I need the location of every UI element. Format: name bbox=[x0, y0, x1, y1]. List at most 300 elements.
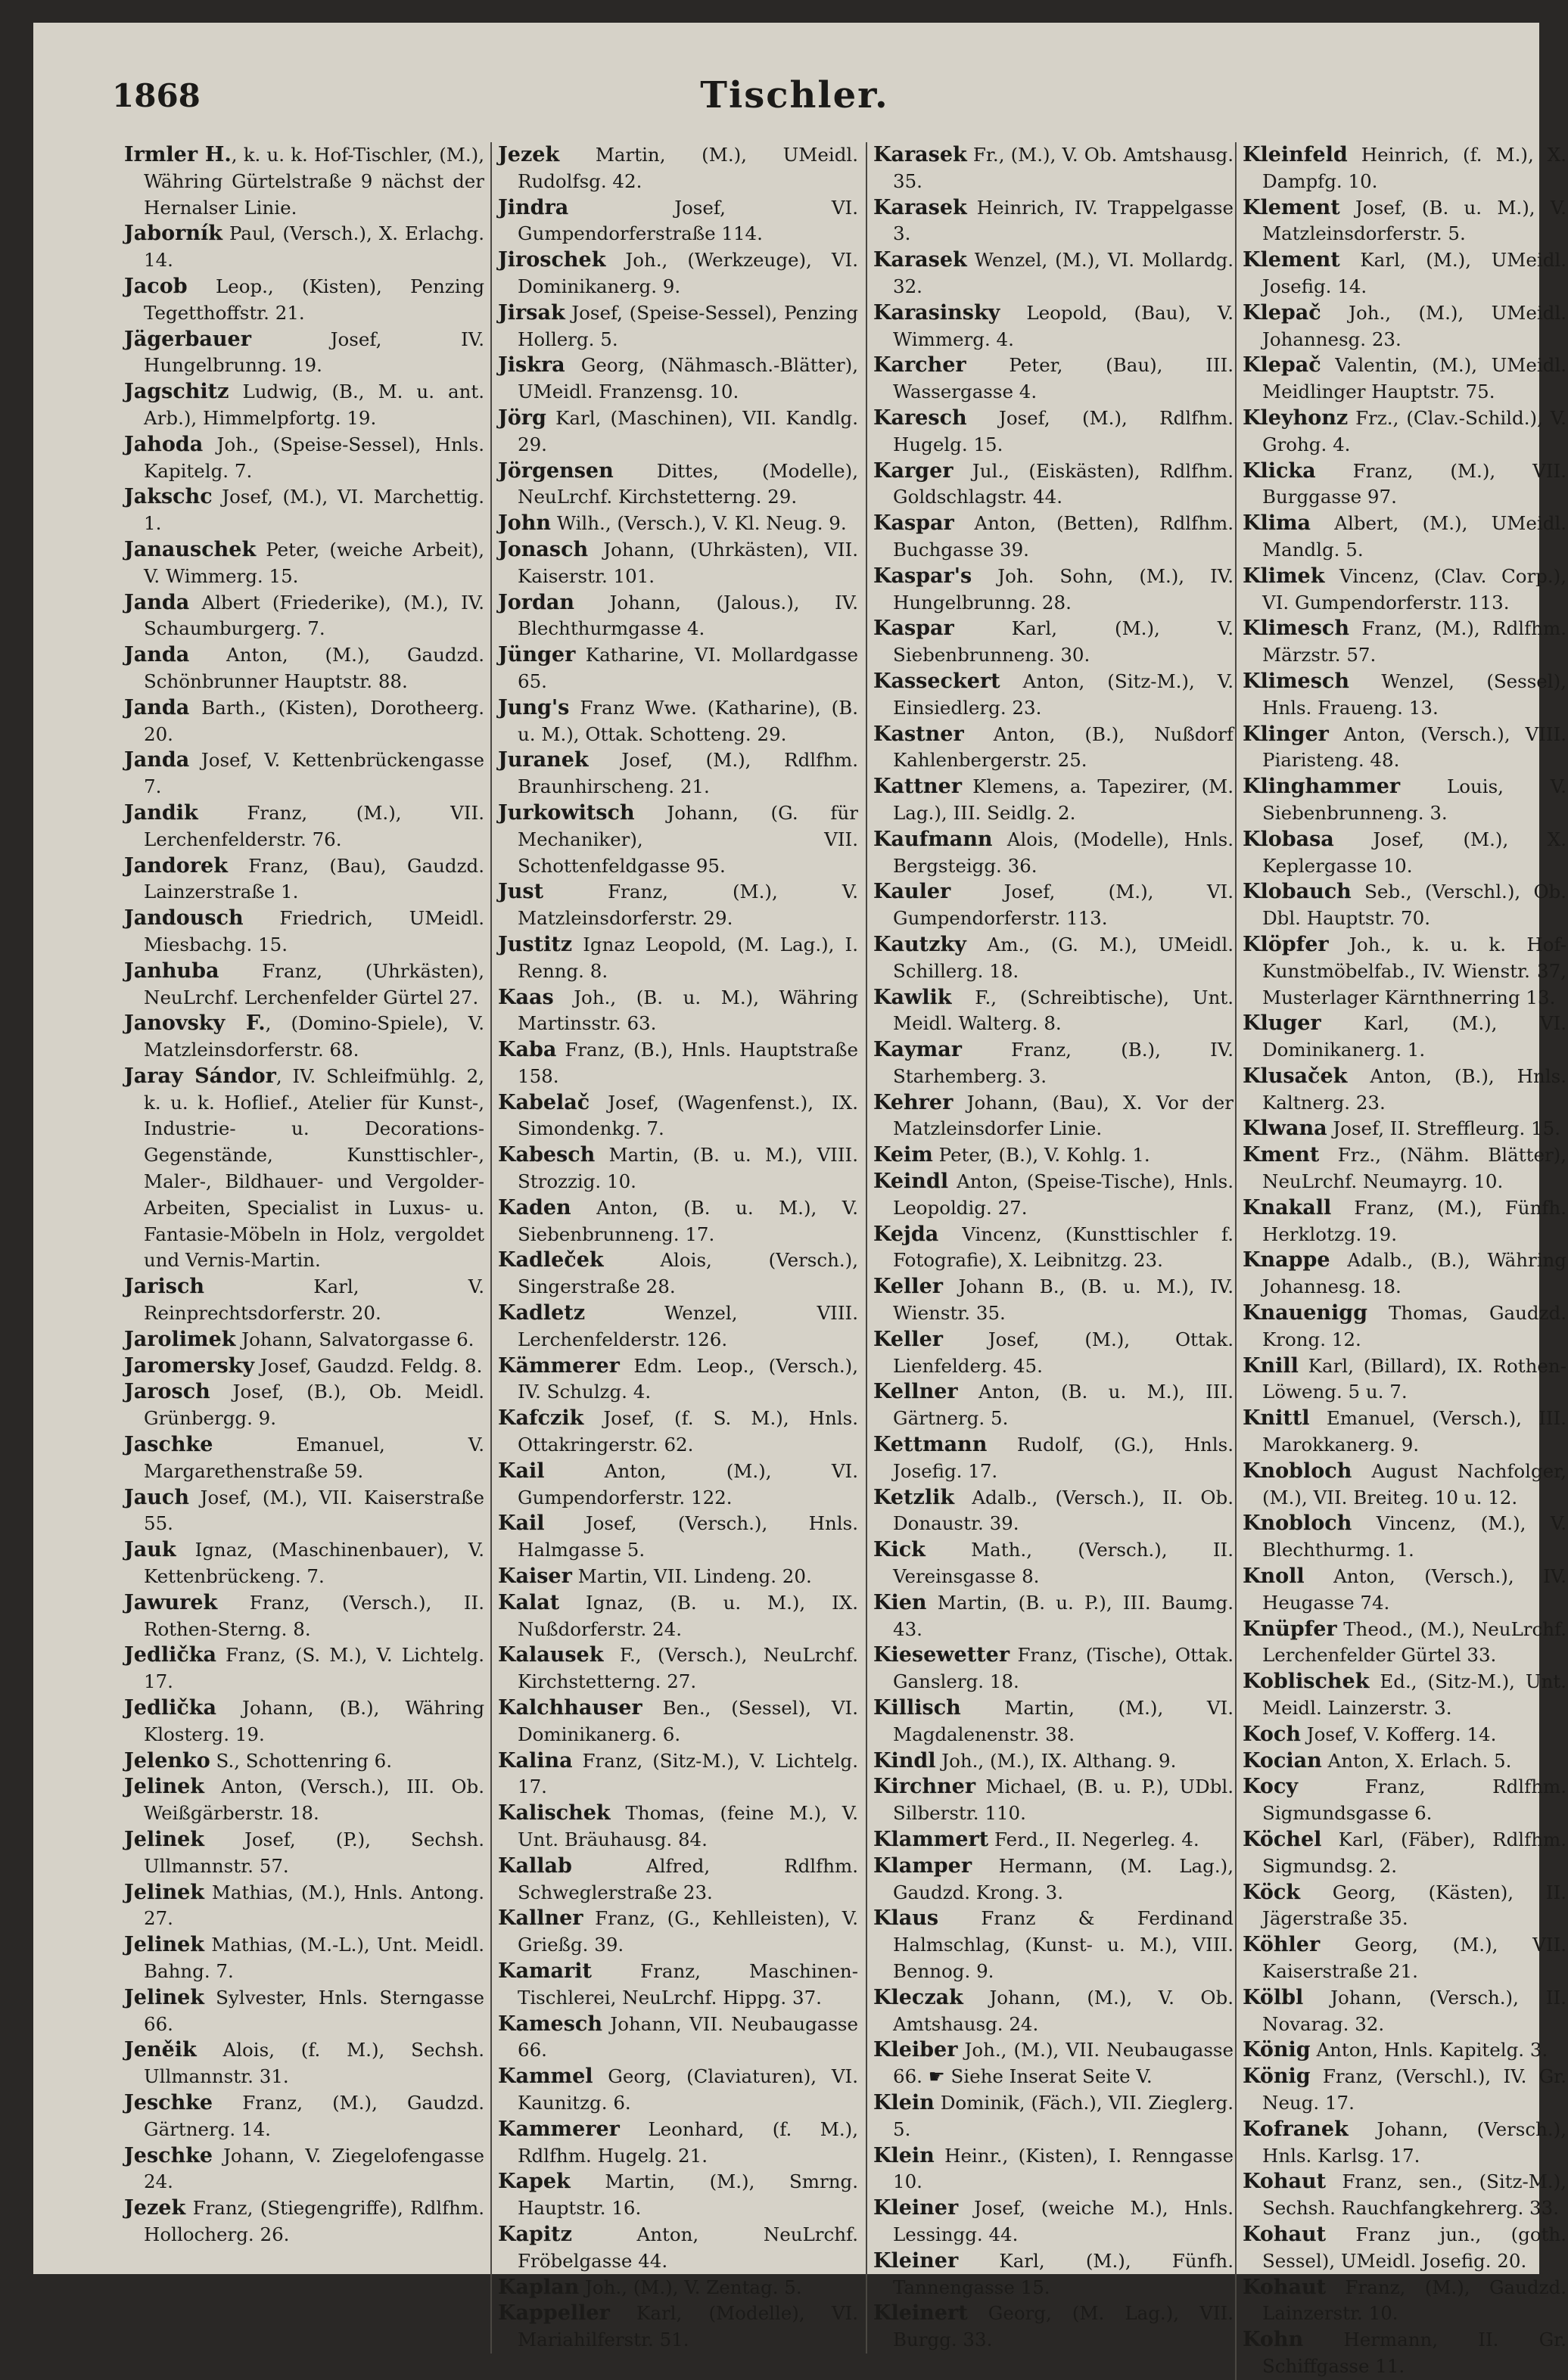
directory-entry bbox=[1243, 616, 1568, 669]
entry-details: Johann, (Versch.), Hnls. Karlsg. 17. bbox=[1262, 2117, 1566, 2167]
directory-entry bbox=[498, 695, 860, 748]
entry-name: Karesch bbox=[873, 405, 967, 430]
directory-entry bbox=[873, 1169, 1235, 1222]
entry-details: Franz, (Uhrkästen), NeuLrchf. Lerchenfelder Gürtel 27. bbox=[144, 959, 484, 1008]
entry-name: Kleiner bbox=[873, 2196, 959, 2220]
entry-name: Jarolimek bbox=[124, 1327, 236, 1351]
entry-name: Kettmann bbox=[873, 1433, 988, 1457]
entry-details: Johann, (G. für Mechaniker), VII. Schottenfeldgasse 95. bbox=[518, 801, 858, 877]
entry-name: Knakall bbox=[1243, 1195, 1332, 1220]
directory-entry bbox=[124, 1327, 486, 1353]
directory-entry bbox=[1243, 458, 1568, 511]
entry-details: Frz., (Nähm. Blätter), NeuLrchf. Neumayrg. 10. bbox=[1262, 1144, 1566, 1193]
entry-name: Klammert bbox=[873, 1828, 989, 1851]
directory-entry bbox=[498, 142, 860, 195]
entry-details: Franz, Rdlfhm. Sigmundsgasse 6. bbox=[1262, 1776, 1566, 1825]
directory-entry bbox=[1243, 2117, 1568, 2170]
entry-details: Hermann, II. Gr. Schiffgasse 11. bbox=[1262, 2329, 1566, 2377]
entry-details: Johann, Salvatorgasse 6. bbox=[235, 1328, 474, 1350]
directory-entry bbox=[873, 932, 1235, 985]
directory-entry bbox=[873, 1853, 1235, 1906]
directory-entry bbox=[873, 1379, 1235, 1432]
directory-entry bbox=[124, 853, 486, 906]
entry-details: Anton, (B.), Hnls. Kaltnerg. 23. bbox=[1262, 1064, 1566, 1114]
entry-name: Jaschke bbox=[124, 1433, 213, 1457]
directory-entry bbox=[498, 1090, 860, 1143]
entry-name: Kapek bbox=[498, 2170, 571, 2194]
directory-entry bbox=[498, 1906, 860, 1959]
directory-entry bbox=[498, 1590, 860, 1643]
directory-entry bbox=[873, 1432, 1235, 1485]
directory-entry bbox=[498, 2064, 860, 2117]
entry-name: Janauschek bbox=[124, 537, 257, 561]
entry-details: Georg, (M. Lag.), VII. Burgg. 33. bbox=[893, 2302, 1234, 2351]
directory-entry bbox=[873, 1642, 1235, 1695]
directory-entry bbox=[498, 247, 860, 300]
entry-name: Kleczak bbox=[873, 1985, 963, 2009]
directory-entry bbox=[873, 2037, 1235, 2090]
entry-name: Köhler bbox=[1243, 1933, 1321, 1957]
entry-name: Jiroschek bbox=[498, 248, 606, 272]
entry-name: Jindra bbox=[498, 195, 569, 219]
directory-entry bbox=[1243, 511, 1568, 564]
directory-entry bbox=[873, 353, 1235, 405]
entry-name: Kaas bbox=[498, 985, 554, 1009]
entry-name: Jagschitz bbox=[124, 380, 229, 404]
directory-entry bbox=[1243, 1142, 1568, 1195]
entry-name: Killisch bbox=[873, 1696, 961, 1720]
entry-name: Jurkowitsch bbox=[498, 800, 635, 825]
directory-entry bbox=[124, 327, 486, 380]
entry-details: Karl, (Maschinen), VII. Kandlg. 29. bbox=[518, 406, 858, 455]
entry-details: Paul, (Versch.), X. Erlachg. 14. bbox=[144, 222, 484, 272]
entry-details: Alois, (f. M.), Sechsh. Ullmannstr. 31. bbox=[144, 2039, 484, 2088]
entry-name: Kleyhonz bbox=[1243, 405, 1349, 430]
directory-entry bbox=[498, 1695, 860, 1748]
directory-entry bbox=[873, 1906, 1235, 1984]
entry-name: Kohn bbox=[1243, 2328, 1304, 2352]
directory-entry bbox=[1243, 2169, 1568, 2222]
entry-name: Kment bbox=[1243, 1143, 1320, 1167]
entry-details: Hermann, (M. Lag.), Gaudzd. Krong. 3. bbox=[893, 1854, 1234, 1903]
directory-entry bbox=[498, 879, 860, 932]
directory-entry bbox=[873, 774, 1235, 827]
entry-name: Kauler bbox=[873, 880, 951, 904]
entry-name: Jezek bbox=[124, 2196, 186, 2220]
directory-entry bbox=[498, 1564, 860, 1590]
entry-name: Ketzlik bbox=[873, 1485, 955, 1509]
entry-details: Anton, (B. u. M.), III. Gärtnerg. 5. bbox=[893, 1381, 1234, 1430]
entry-details: Karl, (Fäber), Rdlfhm. Sigmundsg. 2. bbox=[1262, 1828, 1566, 1877]
entry-details: Dominik, (Fäch.), VII. Zieglerg. 5. bbox=[893, 2091, 1234, 2140]
entry-name: Klimesch bbox=[1243, 669, 1349, 693]
entry-details: Anton, (M.), Gaudzd. Schönbrunner Hauptstr. 88. bbox=[144, 644, 484, 692]
entry-details: S., Schottenring 6. bbox=[210, 1749, 392, 1772]
entry-name: Knoll bbox=[1243, 1564, 1305, 1589]
entry-details: Wilh., (Versch.), V. Kl. Neug. 9. bbox=[551, 512, 847, 535]
entry-name: Kleinert bbox=[873, 2301, 968, 2326]
directory-entry bbox=[498, 1853, 860, 1906]
directory-entry bbox=[873, 2090, 1235, 2143]
entry-name: Klement bbox=[1243, 248, 1340, 272]
entry-name: Kaspar bbox=[873, 511, 954, 536]
entry-details: Karl, (M.), UMeidl. Josefig. 14. bbox=[1262, 249, 1566, 297]
directory-entry bbox=[498, 458, 860, 511]
entry-name: Janovsky F. bbox=[124, 1011, 266, 1036]
entry-name: Kiesewetter bbox=[873, 1643, 1010, 1667]
entry-name: Kallab bbox=[498, 1853, 572, 1878]
directory-entry bbox=[1243, 1748, 1568, 1775]
entry-details: Josef, (M.), VI. Marchettig. 1. bbox=[144, 486, 484, 535]
directory-entry bbox=[1243, 195, 1568, 248]
directory-entry bbox=[124, 379, 486, 432]
directory-entry bbox=[873, 616, 1235, 669]
entry-details: Leopold, (Bau), V. Wimmerg. 4. bbox=[893, 301, 1234, 350]
entry-name: Knüpfer bbox=[1243, 1617, 1337, 1641]
directory-entry bbox=[1243, 142, 1568, 195]
entry-name: Köck bbox=[1243, 1880, 1301, 1904]
column-4 bbox=[1235, 142, 1568, 2380]
directory-entry bbox=[498, 2117, 860, 2170]
entry-name: Kasseckert bbox=[873, 669, 1000, 693]
directory-entry bbox=[124, 2037, 486, 2090]
directory-entry bbox=[124, 1932, 486, 1985]
entry-name: Kehrer bbox=[873, 1090, 954, 1114]
entry-details: Anton, (Betten), Rdlfhm. Buchgasse 39. bbox=[893, 512, 1234, 561]
column-3 bbox=[866, 142, 1235, 2354]
directory-entry bbox=[1243, 405, 1568, 458]
directory-entry bbox=[498, 1748, 860, 1801]
entry-details: Peter, (weiche Arbeit), V. Wimmerg. 15. bbox=[144, 538, 484, 587]
directory-entry bbox=[873, 1485, 1235, 1538]
entry-details: Leonhard, (f. M.), Rdlfhm. Hugelg. 21. bbox=[518, 2117, 858, 2167]
directory-entry bbox=[1243, 774, 1568, 827]
entry-name: Jörg bbox=[498, 405, 546, 430]
directory-entry bbox=[124, 1880, 486, 1933]
directory-entry bbox=[873, 827, 1235, 880]
directory-entry bbox=[1243, 1932, 1568, 1985]
entry-details: Louis, V. Siebenbrunneng. 3. bbox=[1262, 775, 1566, 824]
directory-entry bbox=[873, 1142, 1235, 1169]
directory-entry bbox=[1243, 2222, 1568, 2275]
entry-name: Klusaček bbox=[1243, 1064, 1348, 1088]
entry-details: Johann, (Versch.), II. Novarag. 32. bbox=[1262, 1986, 1566, 2035]
entry-name: Kocian bbox=[1243, 1748, 1322, 1773]
entry-details: Franz, (M.), Gaudzd. Lainzerstr. 10. bbox=[1262, 2276, 1566, 2325]
directory-entry bbox=[498, 537, 860, 590]
entry-details: Franz, (S. M.), V. Lichtelg. 17. bbox=[144, 1644, 484, 1693]
directory-entry bbox=[498, 405, 860, 458]
entry-details: Thomas, Gaudzd. Krong. 12. bbox=[1262, 1302, 1566, 1350]
directory-entry bbox=[124, 2195, 486, 2248]
directory-entry bbox=[498, 511, 860, 537]
entry-details: Josef, (P.), Sechsh. Ullmannstr. 57. bbox=[144, 1828, 484, 1877]
entry-details: Johann, (M.), V. Ob. Amtshausg. 24. bbox=[893, 1986, 1234, 2035]
directory-entry bbox=[1243, 669, 1568, 722]
entry-details: Emanuel, (Versch.), III. Marokkanerg. 9. bbox=[1262, 1407, 1566, 1456]
entry-name: Klement bbox=[1243, 195, 1340, 219]
directory-entry bbox=[1243, 1459, 1568, 1512]
entry-details: Math., (Versch.), II. Vereinsgasse 8. bbox=[893, 1539, 1234, 1588]
entry-details: Karl, (Modelle), VI. Mariahilferstr. 51. bbox=[518, 2302, 858, 2351]
directory-entry bbox=[124, 2143, 486, 2196]
entry-details: Valentin, (M.), UMeidl. Meidlinger Hauptstr. 75. bbox=[1262, 354, 1566, 403]
entry-name: Kamesch bbox=[498, 2012, 602, 2036]
directory-entry bbox=[873, 405, 1235, 458]
entry-details: Vincenz, (Clav. Corp.), VI. Gumpendorferstr. 113. bbox=[1262, 564, 1566, 614]
directory-entry bbox=[498, 1247, 860, 1300]
entry-name: Kleinfeld bbox=[1243, 143, 1348, 166]
entry-name: Kick bbox=[873, 1538, 926, 1562]
entry-name: Kohaut bbox=[1243, 2170, 1327, 2194]
directory-entry bbox=[124, 1485, 486, 1538]
directory-entry bbox=[873, 1695, 1235, 1748]
entry-details: Josef, IV. Hungelbrunng. 19. bbox=[144, 328, 484, 377]
entry-name: Janda bbox=[124, 643, 190, 667]
entry-name: Knappe bbox=[1243, 1248, 1330, 1272]
directory-entry bbox=[124, 800, 486, 853]
directory-entry bbox=[873, 669, 1235, 722]
entry-details: Martin, (B. u. P.), III. Baumg. 43. bbox=[893, 1591, 1234, 1640]
entry-name: Knauenigg bbox=[1243, 1301, 1368, 1325]
entry-name: Kaufmann bbox=[873, 827, 993, 851]
directory-entry bbox=[498, 747, 860, 800]
entry-details: Karl, (M.), V. Siebenbrunneng. 30. bbox=[893, 617, 1234, 666]
directory-entry bbox=[873, 2195, 1235, 2248]
directory-entry bbox=[124, 747, 486, 800]
entry-name: Kabesch bbox=[498, 1143, 596, 1167]
entry-name: Jeněik bbox=[124, 2038, 197, 2062]
entry-details: Joh., (M.), V. Zentag. 5. bbox=[579, 2276, 802, 2298]
entry-name: Justitz bbox=[498, 932, 573, 956]
entry-details: Franz, (Stiegengriffe), Rdlfhm. Hollocherg. 26. bbox=[144, 2197, 484, 2245]
entry-details: Josef, (B. u. M.), V. Matzleinsdorferstr. 5. bbox=[1262, 196, 1566, 245]
directory-entry bbox=[124, 695, 486, 748]
directory-entry bbox=[498, 300, 860, 353]
entry-details: Joh., (M.), IX. Althang. 9. bbox=[935, 1749, 1177, 1772]
entry-details: Adalb., (B.), Währing Johannesg. 18. bbox=[1262, 1249, 1566, 1298]
page-header bbox=[76, 71, 1514, 132]
entry-details: Franz, (Verschl.), IV. Gr. Neug. 17. bbox=[1262, 2065, 1566, 2114]
directory-entry bbox=[498, 2222, 860, 2275]
entry-details: Franz, (Bau), Gaudzd. Lainzerstraße 1. bbox=[144, 854, 484, 903]
entry-name: Kammerer bbox=[498, 2117, 620, 2141]
entry-name: Kail bbox=[498, 1512, 545, 1536]
entry-details: Johann, (B.), Währing Klosterg. 19. bbox=[144, 1697, 484, 1745]
directory-entry bbox=[873, 1274, 1235, 1327]
directory-entry bbox=[1243, 1774, 1568, 1827]
entry-name: Jeschke bbox=[124, 2090, 213, 2114]
entry-name: Keindl bbox=[873, 1170, 949, 1194]
entry-name: Kafczik bbox=[498, 1406, 584, 1431]
entry-details: Franz, (Sitz-M.), V. Lichtelg. 17. bbox=[518, 1749, 858, 1798]
entry-name: Kaden bbox=[498, 1195, 571, 1220]
directory-entry bbox=[873, 2301, 1235, 2354]
entry-details: Martin, (B. u. M.), VIII. Strozzig. 10. bbox=[518, 1144, 858, 1193]
directory-entry bbox=[124, 1274, 486, 1327]
directory-entry bbox=[1243, 353, 1568, 405]
entry-details: Joh., (B. u. M.), Währing Martinsstr. 63. bbox=[518, 986, 858, 1035]
entry-details: Friedrich, UMeidl. Miesbachg. 15. bbox=[144, 907, 484, 955]
entry-name: Jirsak bbox=[498, 300, 565, 325]
entry-name: Knill bbox=[1243, 1353, 1299, 1378]
entry-details: Josef, (M.), VI. Gumpendorferstr. 113. bbox=[893, 881, 1234, 930]
entry-details: Franz Wwe. (Katharine), (B. u. M.), Ottak. Schotteng. 29. bbox=[518, 696, 858, 745]
entry-details: Franz, Maschinen-Tischlerei, NeuLrchf. Hippg. 37. bbox=[518, 1959, 858, 2009]
directory-entry bbox=[873, 1985, 1235, 2038]
directory-entry bbox=[124, 1379, 486, 1432]
directory-entry bbox=[1243, 1722, 1568, 1748]
directory-entry bbox=[1243, 300, 1568, 353]
directory-entry bbox=[498, 1353, 860, 1406]
entry-details: Georg, (Nähmasch.-Blätter), UMeidl. Franzensg. 10. bbox=[518, 354, 858, 403]
entry-details: August Nachfolger, (M.), VII. Breiteg. 10 u. 12. bbox=[1262, 1459, 1566, 1508]
entry-name: Klimek bbox=[1243, 564, 1325, 588]
entry-details: Ben., (Sessel), VI. Dominikanerg. 6. bbox=[518, 1697, 858, 1745]
directory-entry bbox=[498, 2169, 860, 2222]
directory-entry bbox=[124, 221, 486, 274]
directory-entry bbox=[124, 432, 486, 485]
directory-entry bbox=[498, 195, 860, 248]
directory-entry bbox=[1243, 1880, 1568, 1933]
directory-entry bbox=[124, 590, 486, 643]
directory-entry bbox=[1243, 1564, 1568, 1617]
entry-details: Johann, VII. Neubaugasse 66. bbox=[518, 2012, 858, 2062]
entry-name: Köchel bbox=[1243, 1828, 1322, 1851]
directory-entry bbox=[124, 959, 486, 1011]
entry-details: Alois, (Versch.), Singerstraße 28. bbox=[518, 1249, 858, 1298]
entry-details: Josef, (M.), Rdlfhm. Hugelg. 15. bbox=[893, 406, 1234, 455]
directory-entry bbox=[1243, 1011, 1568, 1064]
entry-name: Knobloch bbox=[1243, 1459, 1352, 1483]
directory-entry bbox=[498, 2301, 860, 2354]
entry-name: Klaus bbox=[873, 1906, 939, 1931]
entry-name: Kirchner bbox=[873, 1775, 976, 1799]
directory-entry bbox=[124, 2090, 486, 2143]
entry-name: Klamper bbox=[873, 1853, 972, 1878]
entry-details: Leop., (Kisten), Penzing Tegetthoffstr. 21. bbox=[144, 275, 484, 324]
entry-details: Joh., (Speise-Sessel), Hnls. Kapitelg. 7. bbox=[144, 433, 484, 482]
entry-name: König bbox=[1243, 2065, 1311, 2089]
entry-name: Kejda bbox=[873, 1222, 939, 1246]
entry-details: Vincenz, (M.), V. Blechthurmg. 1. bbox=[1262, 1512, 1566, 1561]
entry-details: Ignaz, (Maschinenbauer), V. Kettenbrückeng. 7. bbox=[144, 1539, 484, 1588]
directory-entry bbox=[124, 537, 486, 590]
page-number: 1868 bbox=[112, 77, 201, 114]
entry-name: Jaborník bbox=[124, 222, 222, 246]
entry-name: Karasek bbox=[873, 143, 967, 166]
entry-details: Albert, (M.), UMeidl. Mandlg. 5. bbox=[1262, 512, 1566, 561]
entry-details: Karl, (Billard), IX. Rothen-Löweng. 5 u. 7. bbox=[1262, 1354, 1566, 1403]
entry-name: Klwana bbox=[1243, 1117, 1327, 1141]
directory-entry bbox=[873, 1327, 1235, 1380]
entry-details: Sylvester, Hnls. Sterngasse 66. bbox=[144, 1986, 484, 2035]
entry-details: Joh. Sohn, (M.), IV. Hungelbrunng. 28. bbox=[893, 564, 1234, 614]
entry-details: Karl, (M.), VI. Dominikanerg. 1. bbox=[1262, 1012, 1566, 1061]
entry-details: Anton, (Versch.), VIII. Piaristeng. 48. bbox=[1262, 722, 1566, 772]
entry-details: Heinr., (Kisten), I. Renngasse 10. bbox=[893, 2144, 1234, 2193]
entry-name: Klein bbox=[873, 2090, 935, 2114]
entry-name: Kämmerer bbox=[498, 1353, 620, 1378]
entry-details: Anton, (Speise-Tische), Hnls. Leopoldig. 27. bbox=[893, 1170, 1234, 1219]
entry-details: Mathias, (M.-L.), Unt. Meidl. Bahng. 7. bbox=[144, 1934, 484, 1982]
directory-entry bbox=[124, 1590, 486, 1643]
entry-name: Kadleček bbox=[498, 1248, 604, 1272]
directory-entry bbox=[124, 1774, 486, 1827]
entry-details: , (Domino-Spiele), V. Matzleinsdorferstr. 68. bbox=[144, 1012, 484, 1061]
entry-details: Emanuel, V. Margarethenstraße 59. bbox=[144, 1434, 484, 1482]
directory-entry bbox=[873, 1037, 1235, 1090]
directory-entry bbox=[498, 1142, 860, 1195]
entry-details: Johann, V. Ziegelofengasse 24. bbox=[144, 2144, 484, 2193]
entry-name: Kellner bbox=[873, 1380, 958, 1404]
directory-entry bbox=[498, 1959, 860, 2012]
entry-name: Karger bbox=[873, 458, 954, 483]
entry-name: Kalchhauser bbox=[498, 1696, 642, 1720]
entry-details: Franz, (B.), IV. Starhemberg. 3. bbox=[893, 1039, 1234, 1087]
entry-details: Anton, Hnls. Kapitelg. 3. bbox=[1310, 2039, 1548, 2062]
directory-entry bbox=[124, 642, 486, 695]
entry-name: Kapitz bbox=[498, 2222, 572, 2246]
entry-name: Jawurek bbox=[124, 1590, 218, 1614]
entry-details: Anton, NeuLrchf. Fröbelgasse 44. bbox=[518, 2223, 858, 2272]
directory-entry bbox=[1243, 1827, 1568, 1880]
entry-name: Jonasch bbox=[498, 537, 589, 561]
entry-name: Jung's bbox=[498, 695, 570, 719]
entry-details: Josef, V. Kofferg. 14. bbox=[1300, 1723, 1497, 1745]
entry-name: Jandik bbox=[124, 800, 198, 825]
directory-entry bbox=[873, 300, 1235, 353]
entry-name: König bbox=[1243, 2038, 1311, 2062]
entry-details: Klemens, a. Tapezirer, (M. Lag.), III. Seidlg. 2. bbox=[893, 775, 1234, 824]
entry-details: Karl, V. Reinprechtsdorferstr. 20. bbox=[144, 1275, 484, 1325]
directory-entry bbox=[873, 1090, 1235, 1143]
directory-entry bbox=[873, 985, 1235, 1038]
entry-name: Kofranek bbox=[1243, 2117, 1349, 2141]
directory-entry bbox=[873, 1827, 1235, 1853]
entry-name: Jelinek bbox=[124, 1933, 204, 1957]
entry-details: Franz, (M.), VII. Lerchenfelderstr. 76. bbox=[144, 801, 484, 850]
entry-name: Karasinsky bbox=[873, 300, 1000, 325]
entry-details: F., (Schreibtische), Unt. Meidl. Walterg. 8. bbox=[893, 986, 1234, 1035]
directory-entry bbox=[124, 1642, 486, 1695]
entry-name: Klobauch bbox=[1243, 880, 1352, 904]
entry-details: Seb., (Verschl.), Ob. Dbl. Hauptstr. 70. bbox=[1262, 881, 1566, 930]
directory-entry bbox=[124, 1695, 486, 1748]
directory-entry bbox=[124, 484, 486, 537]
entry-name: Janda bbox=[124, 695, 190, 719]
entry-name: Jedlička bbox=[124, 1696, 216, 1720]
entry-details: Adalb., (Versch.), II. Ob. Donaustr. 39. bbox=[893, 1486, 1234, 1535]
entry-name: John bbox=[498, 511, 552, 536]
entry-name: Jauch bbox=[124, 1485, 189, 1509]
entry-details: Dittes, (Modelle), NeuLrchf. Kirchstetterng. 29. bbox=[518, 459, 858, 508]
directory-entry bbox=[873, 2143, 1235, 2196]
entry-name: Keim bbox=[873, 1143, 933, 1167]
entry-name: Jelinek bbox=[124, 1775, 204, 1799]
entry-details: Josef, Gaudzd. Feldg. 8. bbox=[254, 1354, 483, 1377]
entry-details: Barth., (Kisten), Dorotheerg. 20. bbox=[144, 696, 484, 745]
entry-name: Kalat bbox=[498, 1590, 560, 1614]
entry-details: , IV. Schleifmühlg. 2, k. u. k. Hoflief., Atelier für Kunst-, Industrie- u. Decorations-Gegenstände, Kunsttischler-, Maler-, Bildhauer- und Vergolder-Arbeiten, Specialist in Luxus- u. Fantasie-Möbeln in Holz, vergoldet und Vernis-Martin. bbox=[144, 1064, 484, 1272]
entry-name: Knobloch bbox=[1243, 1512, 1352, 1536]
entry-name: Jaray Sándor bbox=[124, 1064, 276, 1088]
entry-name: Jaromersky bbox=[124, 1353, 255, 1378]
directory-entry bbox=[498, 1195, 860, 1248]
entry-details: Alfred, Rdlfhm. Schweglerstraße 23. bbox=[518, 1854, 858, 1903]
directory-entry bbox=[873, 142, 1235, 195]
directory-entry bbox=[873, 879, 1235, 932]
